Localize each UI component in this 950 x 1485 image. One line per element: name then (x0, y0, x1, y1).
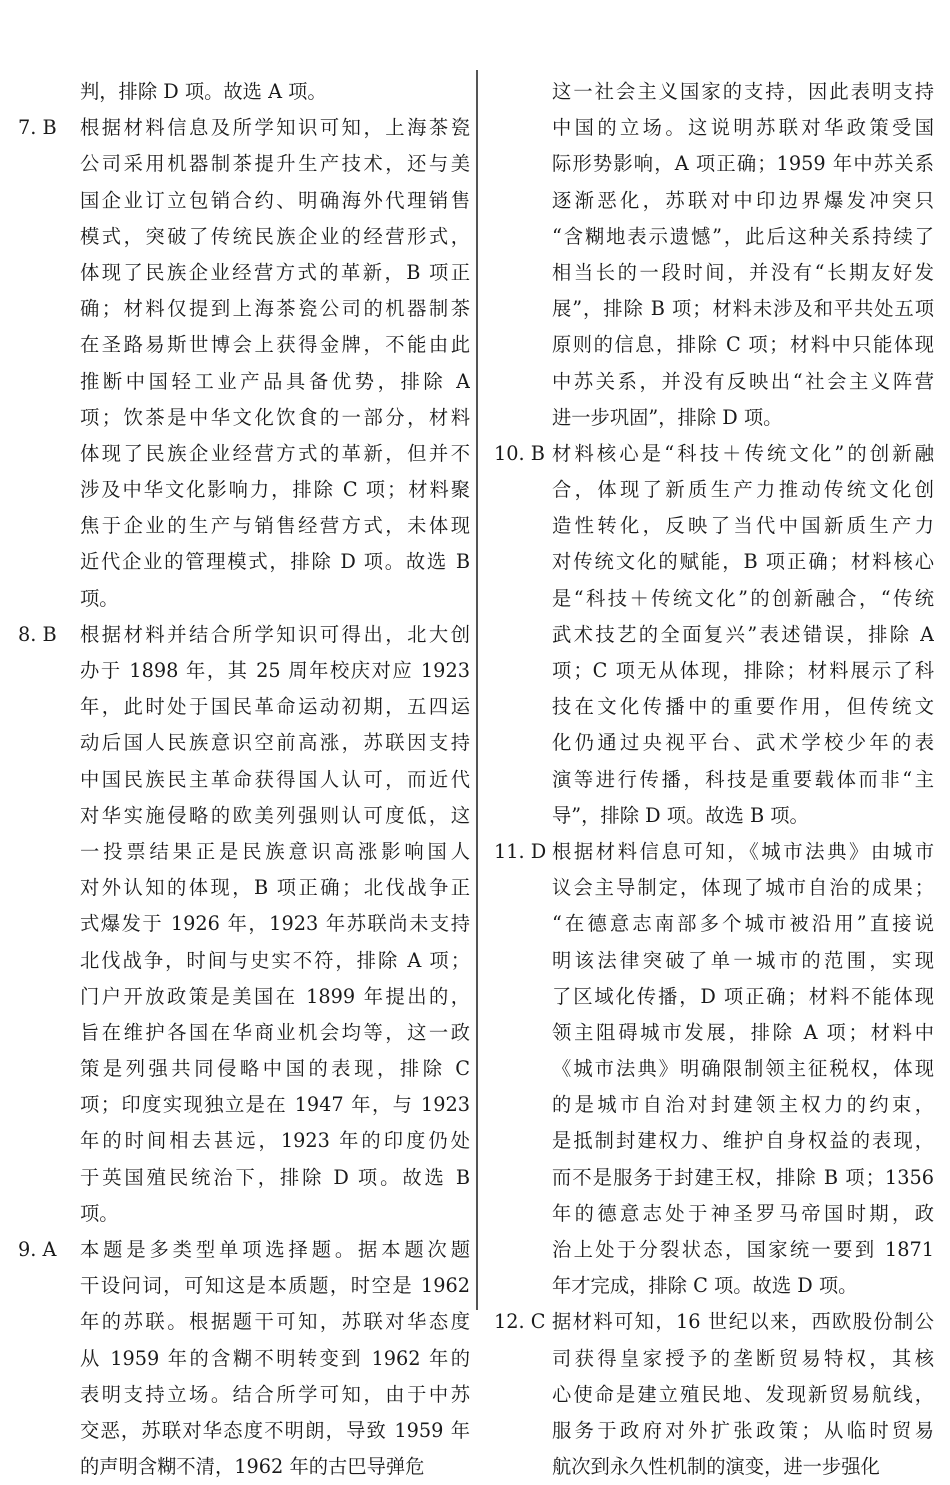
explanation-line: 策是列强共同侵略中国的表现，排除 C (80, 1057, 470, 1081)
explanation-line: 本题是多类型单项选择题。据本题次题 (80, 1238, 470, 1261)
explanation-line: 是抵制封建权力、维护自身权益的表现， (552, 1129, 934, 1153)
explanation-line: 材料核心是“科技＋传统文化”的创新融 (552, 441, 934, 465)
explanation-line: 根据材料信息可知，《城市法典》由城市 (552, 839, 934, 863)
explanation-line: 体现了民族企业经营方式的革新，但并不 (80, 441, 470, 465)
explanation-line: 合，体现了新质生产力推动传统文化创 (552, 478, 934, 502)
explanation-line: 对传统文化的赋能，B 项正确；材料核心 (552, 550, 934, 574)
question-block (494, 1304, 934, 1485)
continued-text-line: 展”，排除 B 项；材料未涉及和平共处五项 (552, 297, 934, 321)
explanation-line: 推断中国轻工业产品具备优势，排除 A (80, 369, 470, 393)
explanation-line: 航次到永久性机制的演变，进一步强化 (552, 1455, 880, 1479)
explanation-line: 年的苏联。根据题干可知，苏联对华态度 (80, 1310, 470, 1334)
column-divider (476, 70, 478, 1310)
explanation-line: 焦于企业的生产与销售经营方式，未体现 (80, 514, 470, 538)
question-block (494, 436, 934, 834)
explanation-line: 项；印度实现独立是在 1947 年，与 1923 (80, 1093, 470, 1117)
explanation-line: “在德意志南部多个城市被沿用”直接说 (552, 912, 934, 936)
explanation-line: 于英国殖民统治下，排除 D 项。故选 B (80, 1165, 470, 1189)
continued-text-line: 进一步巩固”，排除 D 项。 (552, 405, 783, 429)
explanation-line: 项；C 项无从体现，排除；材料展示了科 (552, 659, 934, 682)
explanation-line: 的是城市自治对封建领主权力的约束， (552, 1093, 934, 1117)
explanation-line: 是“科技＋传统文化”的创新融合，“传统 (552, 586, 934, 610)
explanation-line: 国企业订立包销合约、明确海外代理销售 (80, 188, 470, 212)
explanation-line: 治上处于分裂状态，国家统一要到 1871 (552, 1238, 934, 1261)
explanation-line: 模式，突破了传统民族企业的经营形式， (80, 224, 470, 248)
explanation-line: 近代企业的管理模式，排除 D 项。故选 B (80, 550, 470, 574)
explanation-line: 议会主导制定，体现了城市自治的成果； (552, 876, 934, 900)
explanation-line: 表明支持立场。结合所学可知，由于中苏 (80, 1382, 470, 1406)
explanation-line: 项。 (80, 1201, 119, 1225)
question-number: 8. B (18, 622, 57, 646)
question-block (18, 617, 470, 1232)
question-number: 11. D (494, 839, 547, 863)
explanation-line: 年的时间相去甚远，1923 年的印度仍处 (80, 1129, 470, 1153)
question-number: 12. C (494, 1310, 546, 1334)
explanation-line: 项。 (80, 586, 119, 610)
explanation-line: 据材料可知，16 世纪以来，西欧股份制公 (552, 1310, 934, 1334)
continued-text-line: 际形势影响，A 项正确；1959 年中苏关系 (552, 152, 934, 176)
explanation-line: 明该法律突破了单一城市的范围，实现 (552, 948, 934, 972)
explanation-line: 的声明含糊不清，1962 年的古巴导弹危 (80, 1455, 425, 1479)
explanation-line: 年才完成，排除 C 项。故选 D 项。 (552, 1274, 858, 1298)
explanation-line: 交恶，苏联对华态度不明朗，导致 1959 年 (80, 1418, 470, 1442)
explanation-line: 式爆发于 1926 年，1923 年苏联尚未支持 (80, 912, 470, 936)
continued-text-line: 这一社会主义国家的支持，因此表明支持 (552, 80, 934, 103)
explanation-line: 对华实施侵略的欧美列强则认可度低，这 (80, 803, 470, 827)
question-first-line (494, 1304, 934, 1340)
explanation-line: 在圣路易斯世博会上获得金牌，不能由此 (80, 333, 470, 357)
explanation-line: 一投票结果正是民族意识高涨影响国人 (80, 839, 470, 863)
explanation-line: 领主阻碍城市发展，排除 A 项；材料中 (552, 1020, 934, 1044)
continued-text-line: 中国的立场。这说明苏联对华政策受国 (552, 116, 934, 140)
explanation-line: 项；饮茶是中华文化饮食的一部分，材料 (80, 405, 470, 429)
explanation-line: 办于 1898 年，其 25 周年校庆对应 1923 (80, 659, 470, 682)
continued-text-line: 逐渐恶化，苏联对中印边界爆发冲突只 (552, 188, 934, 212)
explanation-line: 导”，排除 D 项。故选 B 项。 (552, 803, 809, 827)
explanation-line: 中国民族民主革命获得国人认可，而近代 (80, 767, 470, 791)
continued-text-line: 判，排除 D 项。故选 A 项。 (80, 80, 327, 103)
question-first-line (18, 110, 470, 146)
question-block (494, 834, 934, 1304)
explanation-line: 动后国人民族意识空前高涨，苏联因支持 (80, 731, 470, 755)
continued-text-line: 原则的信息，排除 C 项；材料中只能体现 (552, 333, 934, 357)
explanation-line: 旨在维护各国在华商业机会均等，这一政 (80, 1020, 470, 1044)
explanation-line: 门户开放政策是美国在 1899 年提出的， (80, 984, 470, 1008)
explanation-line: 司获得皇家授予的垄断贸易特权，其核 (552, 1346, 934, 1370)
question-number: 9. A (18, 1238, 57, 1261)
explanation-line: 体现了民族企业经营方式的革新，B 项正 (80, 260, 470, 284)
left-column (18, 74, 470, 1485)
question-block (18, 110, 470, 617)
explanation-line: 而不是服务于封建王权，排除 B 项；1356 (552, 1165, 934, 1189)
explanation-line: 干设问词，可知这是本质题，时空是 1962 (80, 1274, 470, 1298)
explanation-line: 年的德意志处于神圣罗马帝国时期，政 (552, 1201, 934, 1225)
explanation-line: 了区域化传播，D 项正确；材料不能体现 (552, 984, 934, 1008)
question-first-line (18, 1232, 470, 1268)
right-column (494, 74, 934, 1485)
explanation-line: 涉及中华文化影响力，排除 C 项；材料聚 (80, 478, 470, 502)
explanation-line: 根据材料信息及所学知识可知，上海茶瓷 (80, 116, 470, 140)
continued-text-line: 相当长的一段时间，并没有“长期友好发 (552, 260, 934, 284)
explanation-line: 根据材料并结合所学知识可得出，北大创 (80, 622, 470, 646)
explanation-line: 年，此时处于国民革命运动初期，五四运 (80, 695, 470, 719)
continued-text-line: 中苏关系，并没有反映出“社会主义阵营 (552, 369, 934, 393)
question-first-line (18, 617, 470, 653)
explanation-line: 北伐战争，时间与史实不符，排除 A 项； (80, 948, 470, 972)
explanation-line: 化仍通过央视平台、武术学校少年的表 (552, 731, 934, 755)
explanation-line: 公司采用机器制茶提升生产技术，还与美 (80, 152, 470, 176)
explanation-line: 技在文化传播中的重要作用，但传统文 (552, 695, 934, 719)
question-block (18, 1232, 470, 1485)
explanation-line: 心使命是建立殖民地、发现新贸易航线， (552, 1382, 934, 1406)
explanation-line: 演等进行传播，科技是重要载体而非“主 (552, 767, 934, 791)
question-number: 10. B (494, 441, 545, 465)
question-first-line (494, 834, 934, 870)
explanation-line: 确；材料仅提到上海茶瓷公司的机器制茶 (80, 297, 470, 321)
question-number: 7. B (18, 116, 57, 140)
explanation-line: 《城市法典》明确限制领主征税权，体现 (552, 1057, 934, 1081)
explanation-line: 武术技艺的全面复兴”表述错误，排除 A (552, 622, 934, 646)
explanation-line: 造性转化，反映了当代中国新质生产力 (552, 514, 934, 538)
continued-text-line: “含糊地表示遗憾”，此后这种关系持续了 (552, 224, 934, 248)
explanation-line: 服务于政府对外扩张政策；从临时贸易 (552, 1418, 934, 1442)
explanation-line: 对外认知的体现，B 项正确；北伐战争正 (80, 876, 470, 900)
explanation-line: 从 1959 年的含糊不明转变到 1962 年的 (80, 1346, 470, 1370)
question-first-line (494, 436, 934, 472)
